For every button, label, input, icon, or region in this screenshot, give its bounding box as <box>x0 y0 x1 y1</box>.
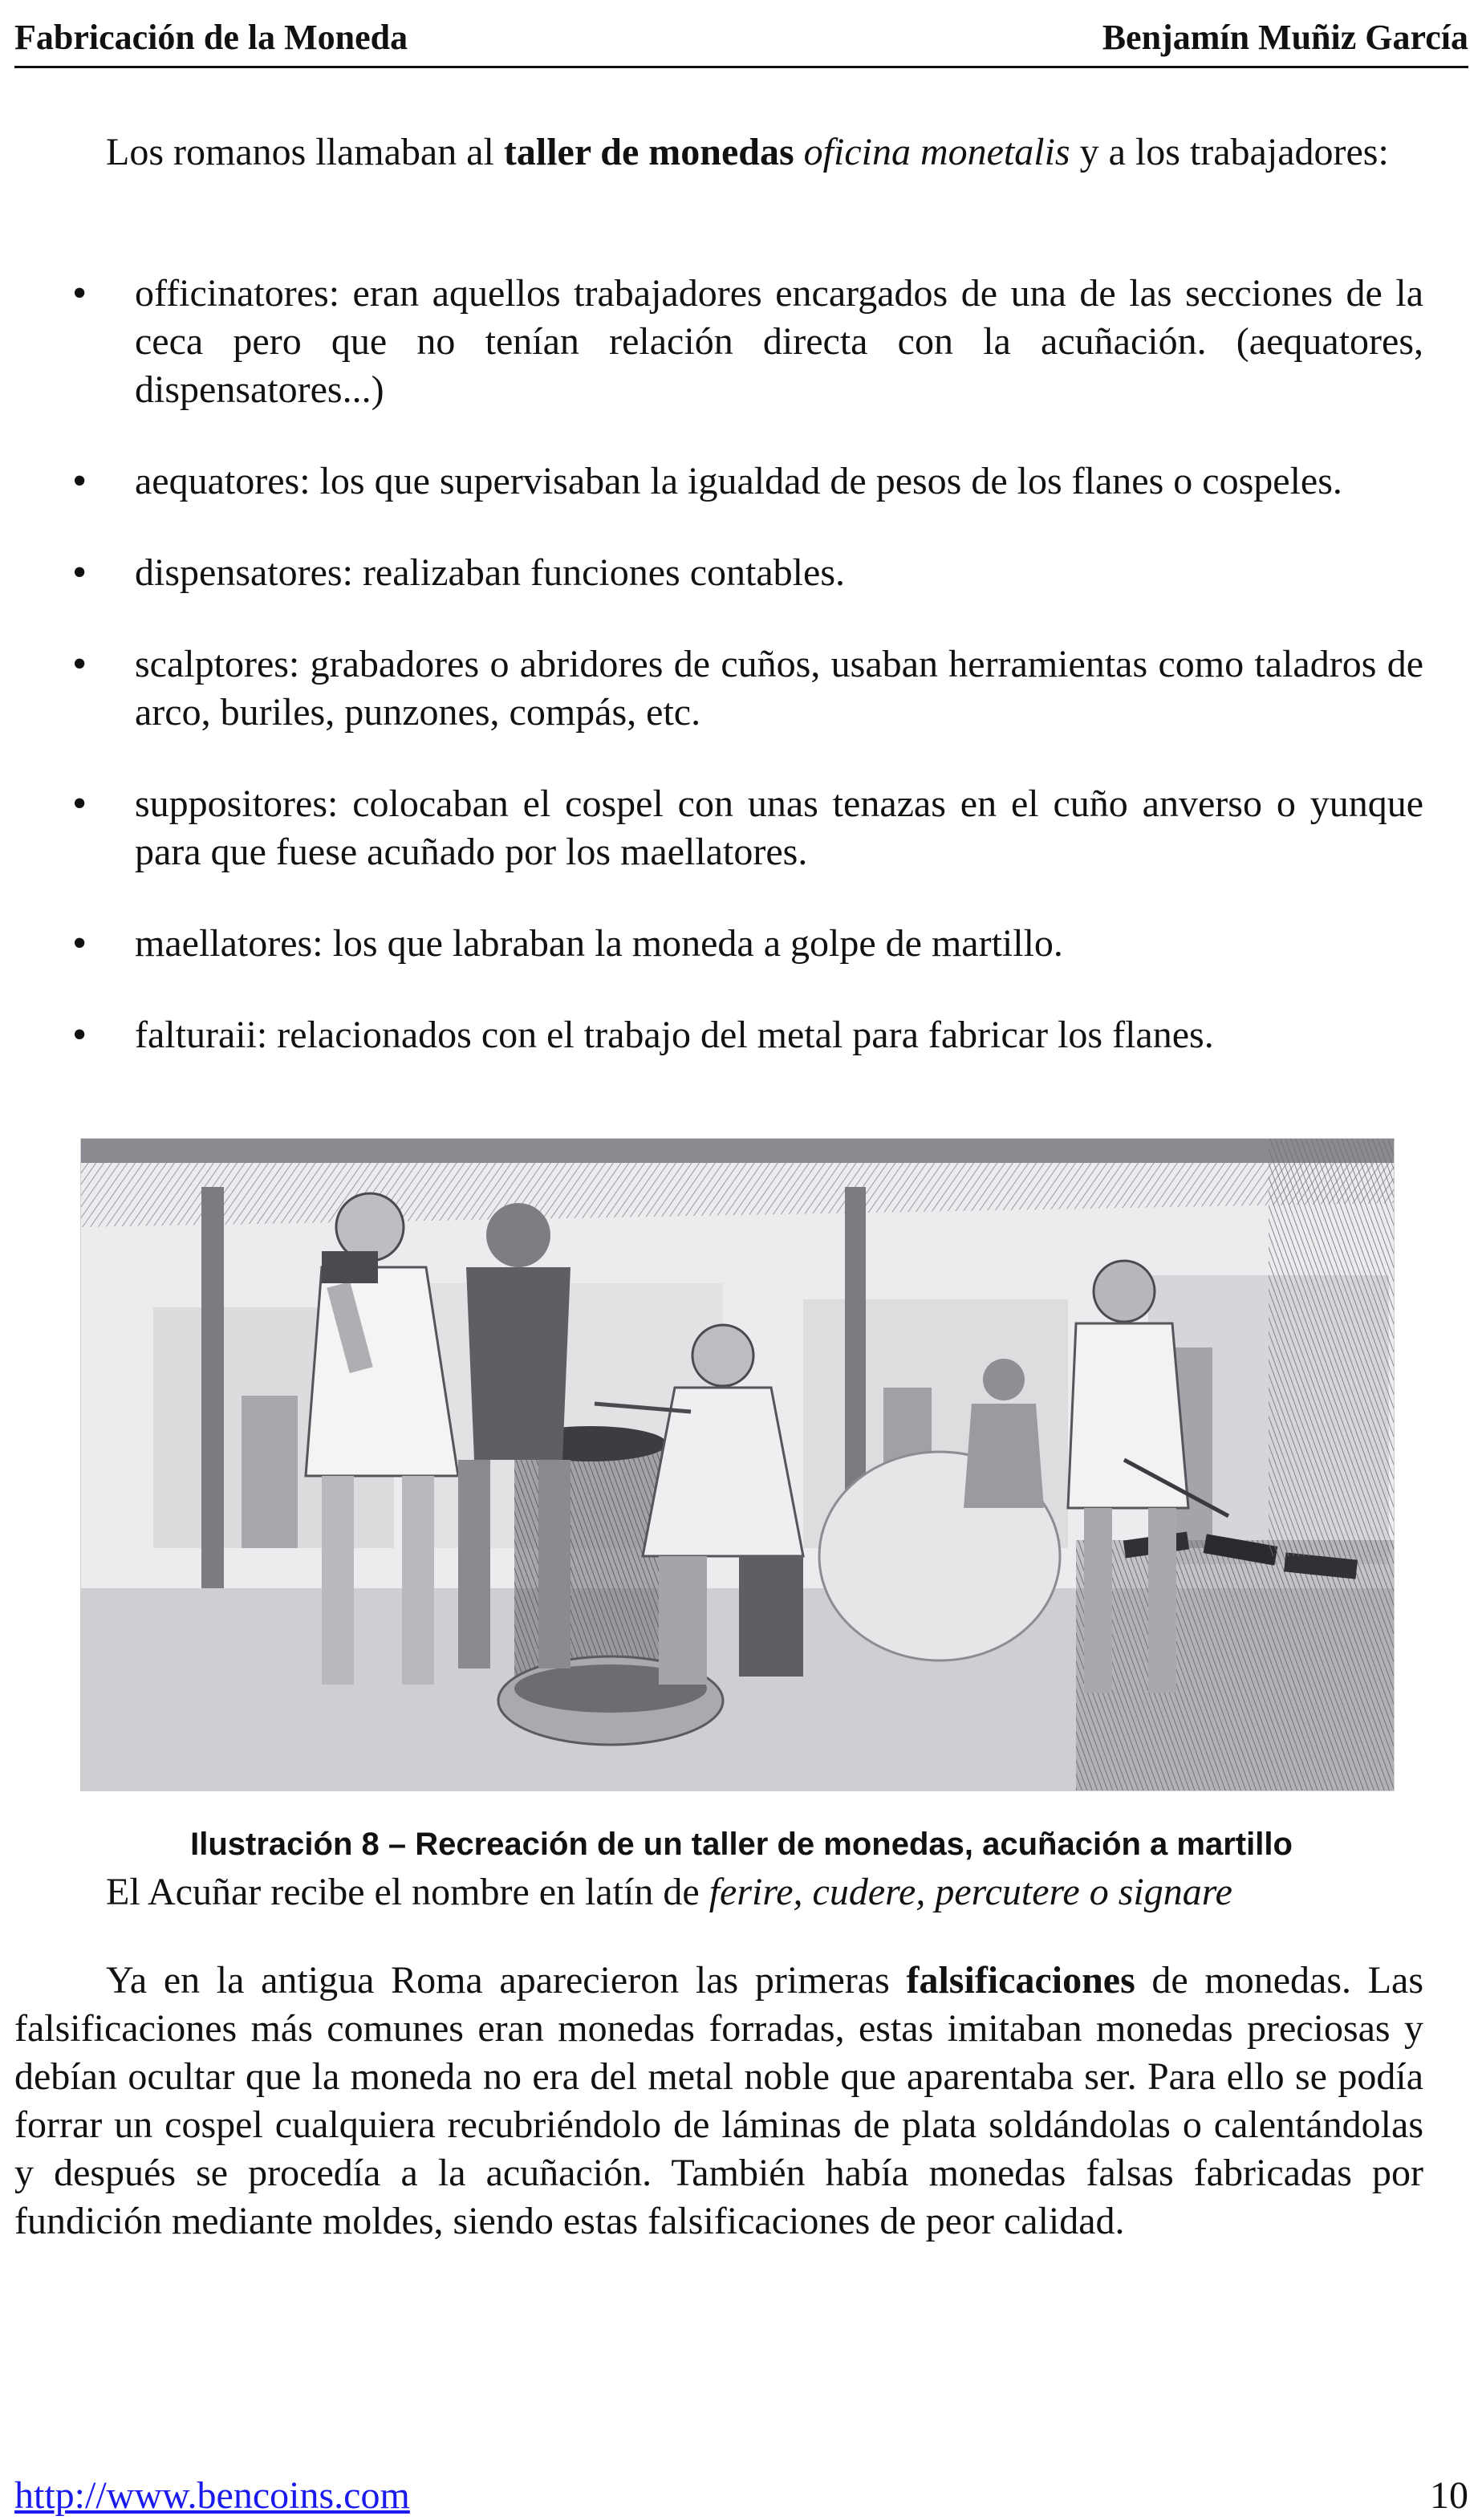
falsif-text-2: de monedas. Las falsificaciones más comunes eran monedas forradas, estas imitaban monedas preciosas y debían ocultar que la moneda no era del metal noble que aparentaba ser. Para ello se podía forrar un cospel cualquiera recubriéndolo de láminas de plata soldándolas o calentándolas y después se procedía a la acuñación. También había monedas falsas fabricadas por fundición mediante moldes, siendo estas falsificaciones de peor calidad. <box>14 1959 1424 2242</box>
intro-bold-term: taller de monedas <box>503 131 794 173</box>
list-item: • suppositores: colocaban el cospel con unas tenazas en el cuño anverso o yunque para que fuese acuñado por los maellatores. <box>14 780 1423 876</box>
falsificaciones-paragraph <box>14 1957 1423 2246</box>
intro-latin-term: oficina monetalis <box>803 131 1070 173</box>
list-item: • falturaii: relacionados con el trabajo del metal para fabricar los flanes. <box>14 1011 1423 1059</box>
website-link[interactable]: http://www.bencoins.com <box>14 2474 410 2517</box>
page-footer <box>14 2472 1468 2520</box>
header-divider <box>14 66 1468 68</box>
header-title: Fabricación de la Moneda <box>14 17 408 57</box>
acunar-latin-terms: ferire, cudere, percutere o signare <box>709 1871 1232 1913</box>
acunar-line <box>106 1868 1470 1916</box>
figure-caption: Ilustración 8 – Recreación de un taller de monedas, acuñación a martillo <box>190 1827 1293 1862</box>
mint-workshop-illustration <box>80 1138 1395 1791</box>
intro-text-2 <box>794 131 804 173</box>
header-author: Benjamín Muñiz García <box>1102 17 1468 57</box>
falsif-bold-term: falsificaciones <box>906 1959 1135 2002</box>
list-item: • aequatores: los que supervisaban la igualdad de pesos de los flanes o cospeles. <box>14 457 1423 506</box>
list-item: • maellatores: los que labraban la moneda a golpe de martillo. <box>14 920 1423 968</box>
list-item: • scalptores: grabadores o abridores de cuños, usaban herramientas como taladros de arco, buriles, punzones, compás, etc. <box>14 640 1423 737</box>
acunar-text: El Acuñar recibe el nombre en latín de <box>106 1871 709 1913</box>
intro-text-1: Los romanos llamaban al <box>106 131 504 173</box>
page-number: 10 <box>1430 2474 1468 2517</box>
intro-text-3: y a los trabajadores: <box>1070 131 1389 173</box>
falsif-text-1: Ya en la antigua Roma aparecieron las primeras <box>106 1959 907 2002</box>
intro-paragraph <box>14 128 1423 177</box>
workers-list <box>14 270 1423 1103</box>
list-item: • dispensatores: realizaban funciones contables. <box>14 549 1423 597</box>
page-header <box>14 8 1468 66</box>
list-item: • officinatores: eran aquellos trabajadores encargados de una de las secciones de la ceca pero que no tenían relación directa con la acuñación. (aequatores, dispensatores...) <box>14 270 1423 414</box>
